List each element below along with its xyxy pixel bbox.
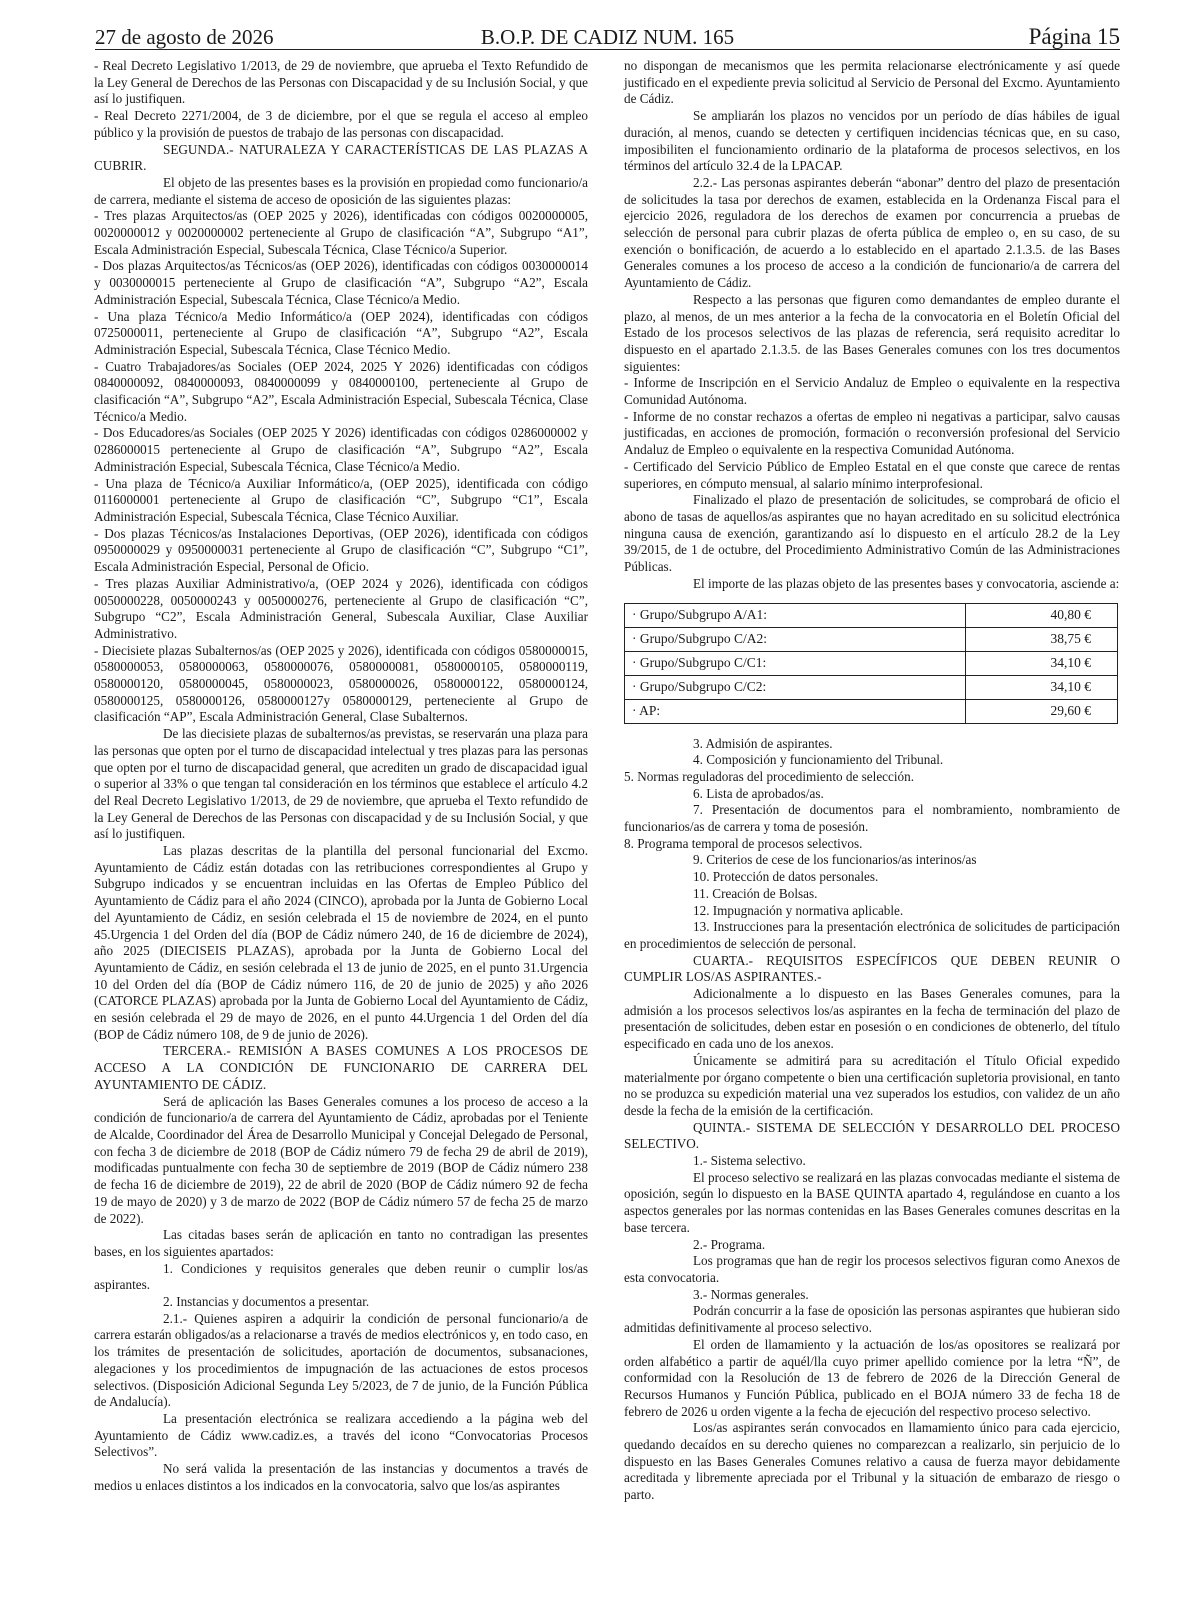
fee-group-cell: · Grupo/Subgrupo C/A2:: [625, 627, 966, 651]
list-item: - Tres plazas Auxiliar Administrativo/a, (OEP 2024 y 2026), identificada con códigos 0050000228, 0050000243 y 0050000276, perteneciente al Grupo de clasificación “C”, Subgrupo “C2”, Escala Administración General, Subescala Auxiliar, Clase Auxiliar Administrativo.: [94, 575, 588, 641]
list-item: 10. Protección de datos personales.: [693, 869, 879, 885]
paragraph: Se ampliarán los plazos no vencidos por un período de días hábiles de igual duración, al menos, cuando se detecten y certifiquen incidencias técnicas que, en su caso, imposibiliten el funcionamiento ordinario de la plataforma de procesos selectivos, en los términos del artículo 32.4 de la LPACAP.: [624, 108, 1120, 174]
fee-amount-cell: 34,10 €: [966, 675, 1118, 699]
paragraph: Los/as aspirantes serán convocados en llamamiento único para cada ejercicio, quedando decaídos en su derecho quienes no comparezcan a realizarlo, sin perjuicio de lo dispuesto en las Bases Generales Comunes relativo a causa de fuerza mayor debidamente acreditada y libremente apreciada por el Tribunal y la situación de embarazo de riesgo o parto.: [624, 1420, 1120, 1503]
page-number: Página 15: [1028, 24, 1120, 49]
list-item: 12. Impugnación y normativa aplicable.: [693, 902, 904, 918]
fee-amount-cell: 34,10 €: [966, 651, 1118, 675]
fee-amount-cell: 29,60 €: [966, 699, 1118, 723]
fee-amount-cell: 40,80 €: [966, 603, 1118, 627]
paragraph: El objeto de las presentes bases es la provisión en propiedad como funcionario/a de carrera, mediante el sistema de acceso de oposición de las siguientes plazas:: [94, 174, 588, 207]
table-row: [625, 675, 1118, 699]
fee-amount-cell: 38,75 €: [966, 627, 1118, 651]
paragraph: De las diecisiete plazas de subalternos/as previstas, se reservarán una plaza para las personas que opten por el turno de discapacidad intelectual y tres plazas para las personas que opten por el turno de discapacidad general, que acrediten un grado de discapacidad igual o superior al 33% o que tengan tal consideración en los términos que establece el artículo 4.2 del Real Decreto Legislativo 1/2013, de 29 de noviembre, que aprueba el Texto refundido de la Ley General de Derechos de las Personas con discapacidad y de su Inclusión Social, y que así lo justifiquen.: [94, 726, 588, 842]
paragraph: No será valida la presentación de las instancias y documentos a través de medios u enlaces distintos a los indicados en la convocatoria, salvo que los/as aspirantes: [94, 1461, 588, 1493]
list-item: 5. Normas reguladoras del procedimiento de selección.: [624, 768, 915, 784]
subsection-heading: 2.- Programa.: [693, 1236, 766, 1252]
left-column: [94, 58, 588, 1494]
bulletin-title: B.O.P. DE CADIZ NUM. 165: [480, 25, 735, 49]
subsection-heading: 1.- Sistema selectivo.: [693, 1153, 806, 1169]
paragraph: El orden de llamamiento y la actuación de los/as opositores se realizará por orden alfabético a partir de aquél/lla cuyo primer apellido comience por la letra “Ñ”, de conformidad con la Resolución de 13 de febrero de 2026 de la Dirección General de Recursos Humanos y Función Pública, publicado en el BOJA número 33 de fecha 18 de febrero de 2026 u orden vigente a la fecha de ejecución del respectivo proceso selectivo.: [624, 1336, 1120, 1419]
paragraph: El proceso selectivo se realizará en las plazas convocadas mediante el sistema de oposición, según lo dispuesto en la BASE QUINTA apartado 4, regulándose en cuanto a los aspectos generales por las normas contenidas en las Bases Generales comunes descritas en la base tercera.: [624, 1169, 1120, 1235]
list-item: - Cuatro Trabajadores/as Sociales (OEP 2024, 2025 Y 2026) identificadas con códigos 0840000092, 0840000093, 0840000099 y 0840000100, perteneciente al Grupo de clasificación “A”, Subgrupo “A2”, Escala Administración Especial, Subescala Técnica, Clase Técnico/a Medio.: [94, 358, 588, 424]
paragraph: Podrán concurrir a la fase de oposición las personas aspirantes que hubieran sido admitidas definitivamente al proceso selectivo.: [624, 1303, 1120, 1336]
fee-group-cell: · AP:: [625, 699, 966, 723]
list-item: - Diecisiete plazas Subalternos/as (OEP 2025 y 2026), identificada con códigos 0580000015, 0580000053, 0580000063, 0580000076, 0580000081, 0580000105, 0580000119, 0580000120, 0580000045, 0580000023, 0580000026, 0580000122, 0580000124, 0580000125, 0580000126, 0580000127y 0580000129, perteneciente al Grupo de clasificación “AP”, Escala Administración General, Clase Subalternos.: [94, 642, 588, 725]
list-item: 2. Instancias y documentos a presentar.: [163, 1294, 370, 1310]
fee-table: [624, 603, 1118, 724]
section-heading-segunda: SEGUNDA.- NATURALEZA Y CARACTERÍSTICAS DE LAS PLAZAS A CUBRIR.: [94, 141, 588, 174]
list-item: - Tres plazas Arquitectos/as (OEP 2025 y 2026), identificadas con códigos 0020000005, 0020000012 y 0020000002 perteneciente al Grupo de clasificación “A”, Subgrupo “A1”, Escala Administración Especial, Subescala Técnica, Clase Técnico/a Superior.: [94, 208, 588, 257]
list-item: - Dos plazas Arquitectos/as Técnicos/as (OEP 2026), identificadas con códigos 0030000014 y 0030000015 perteneciente al Grupo de clasificación “A”, Subgrupo “A2”, Escala Administración Especial, Subescala Técnica, Clase Técnico/a Medio.: [94, 258, 588, 307]
paragraph: 2.2.- Las personas aspirantes deberán “abonar” dentro del plazo de presentación de solicitudes la tasa por derechos de examen, establecida en la Ordenanza Fiscal para el ejercicio 2026, reguladora de los derechos de examen por concurrencia a pruebas de selección de personal para cubrir plazas de oferta pública de empleo o, en su caso, de su exención o bonificación, de acuerdo a lo establecido en el apartado 2.1.3.5. de las Bases Generales comunes a los proceso de acceso a la condición de funcionario/a de carrera del Ayuntamiento de Cádiz.: [624, 174, 1120, 291]
paragraph: Finalizado el plazo de presentación de solicitudes, se comprobará de oficio el abono de tasas de aquellos/as aspirantes que no hayan acreditado en su solicitud electrónica ninguna causa de exención, garantizando así lo dispuesto en el artículo 28.2 de la Ley 39/2015, de 1 de octubre, del Procedimiento Administrativo Común de las Administraciones Públicas.: [624, 492, 1120, 575]
fee-group-cell: · Grupo/Subgrupo C/C1:: [625, 651, 966, 675]
paragraph: - Real Decreto Legislativo 1/2013, de 29 de noviembre, que aprueba el Texto Refundido de la Ley General de Derechos de las Personas con Discapacidad y de su Inclusión Social, y que así lo justifiquen.: [94, 58, 588, 107]
right-column: [624, 58, 1120, 1504]
list-item: 9. Criterios de cese de los funcionarios/as interinos/as: [693, 852, 977, 868]
paragraph: Adicionalmente a lo dispuesto en las Bases Generales comunes, para la admisión a los procesos selectivos los/as aspirantes en la fecha de terminación del plazo de presentación de solicitudes, deben estar en posesión o en condiciones de obtenerlo, del título especificado en cada uno de los anexos.: [624, 986, 1120, 1052]
list-item: 7. Presentación de documentos para el nombramiento, nombramiento de funcionarios/as de carrera y toma de posesión.: [624, 802, 1120, 835]
section-heading-quinta: QUINTA.- SISTEMA DE SELECCIÓN Y DESARROLLO DEL PROCESO SELECTIVO.: [624, 1119, 1120, 1152]
list-item: 13. Instrucciones para la presentación electrónica de solicitudes de participación en procedimientos de selección de personal.: [624, 919, 1120, 951]
subsection-heading: 3.- Normas generales.: [693, 1286, 809, 1302]
list-item: - Una plaza Técnico/a Medio Informático/a (OEP 2024), identificadas con códigos 0725000011, perteneciente al Grupo de clasificación “A”, Subgrupo “A2”, Escala Administración Especial, Subescala Técnica, Clase Técnico Medio.: [94, 308, 588, 357]
paragraph: La presentación electrónica se realizara accediendo a la página web del Ayuntamiento de Cádiz www.cadiz.es, a través del icono “Convocatorias Procesos Selectivos”.: [94, 1410, 588, 1460]
paragraph: - Real Decreto 2271/2004, de 3 de diciembre, por el que se regula el acceso al empleo público y la provisión de puestos de trabajo de las personas con discapacidad.: [94, 108, 588, 140]
publication-date: 27 de agosto de 2026: [95, 25, 274, 49]
paragraph: Únicamente se admitirá para su acreditación el Título Oficial expedido materialmente por órgano competente o bien una certificación supletoria provisional, en tanto no se produzca su expedición material una vez superados los estudios, con validez de un año desde la fecha de la emisión de la certificación.: [624, 1052, 1120, 1118]
paragraph: Los programas que han de regir los procesos selectivos figuran como Anexos de esta convocatoria.: [624, 1253, 1120, 1285]
fee-group-cell: · Grupo/Subgrupo A/A1:: [625, 603, 966, 627]
list-item: - Certificado del Servicio Público de Empleo Estatal en el que conste que carece de rentas superiores, en cómputo mensual, al salario mínimo interprofesional.: [624, 458, 1120, 491]
list-item: - Una plaza de Técnico/a Auxiliar Informático/a, (OEP 2025), identificada con código 0116000001 perteneciente al Grupo de clasificación “C”, Subgrupo “C1”, Escala Administración Especial, Subescala Técnica, Clase Técnico Auxiliar.: [94, 475, 588, 524]
list-item: 4. Composición y funcionamiento del Tribunal.: [693, 752, 944, 768]
paragraph: Las citadas bases serán de aplicación en tanto no contradigan las presentes bases, en los siguientes apartados:: [94, 1227, 588, 1259]
list-item: 1. Condiciones y requisitos generales que deben reunir o cumplir los/as aspirantes.: [94, 1260, 588, 1293]
paragraph: Las plazas descritas de la plantilla del personal funcionarial del Excmo. Ayuntamiento de Cádiz están dotadas con las retribuciones correspondientes al Grupo y Subgrupo indicados y se encuentran incluidas en las Ofertas de Empleo Público del Ayuntamiento de Cádiz para el año 2024 (CINCO), aprobada por la Junta de Gobierno Local del Ayuntamiento de Cádiz, en sesión celebrada el 15 de noviembre de 2024, en el punto 45.Urgencia 1 del Orden del día (BOP de Cádiz número 240, de 16 de diciembre de 2024), año 2025 (DIECISEIS PLAZAS), aprobada por la Junta de Gobierno Local del Ayuntamiento de Cádiz, en sesión celebrada el 13 de junio de 2025, en el punto 31.Urgencia 10 del Orden del día (BOP de Cádiz número 116, de 20 de junio de 2025) y año 2026 (CATORCE PLAZAS) aprobada por la Junta de Gobierno Local del Ayuntamiento de Cádiz, en sesión celebrada el 29 de mayo de 2026, en el punto 44.Urgencia 1 del Orden del día (BOP de Cádiz número 108, de 9 de junio de 2026).: [94, 843, 588, 1042]
paragraph: no dispongan de mecanismos que les permita relacionarse electrónicamente y así quede justificado en el expediente previa solicitud al Servicio de Personal del Excmo. Ayuntamiento de Cádiz.: [624, 58, 1120, 107]
table-row: [625, 651, 1118, 675]
page-header: [95, 18, 1120, 58]
table-row: [625, 627, 1118, 651]
list-item: 3. Admisión de aspirantes.: [693, 735, 833, 751]
list-item: 8. Programa temporal de procesos selectivos.: [624, 835, 863, 851]
table-row: [625, 699, 1118, 723]
paragraph: El importe de las plazas objeto de las presentes bases y convocatoria, asciende a:: [693, 575, 1120, 591]
list-item: - Dos plazas Técnicos/as Instalaciones Deportivas, (OEP 2026), identificada con códigos 0950000029 y 0950000031 perteneciente al Grupo de clasificación “C”, Subgrupo “C1”, Escala Administración Especial, Personal de Oficio.: [94, 525, 588, 575]
list-item: - Dos Educadores/as Sociales (OEP 2025 Y 2026) identificadas con códigos 0286000002 y 0286000015 perteneciente al Grupo de clasificación “A”, Subgrupo “A2”, Escala Administración Especial, Subescala Técnica, Clase Técnico/a Medio.: [94, 425, 588, 474]
paragraph: 2.1.- Quienes aspiren a adquirir la condición de personal funcionario/a de carrera estarán obligados/as a relacionarse a través de medios electrónicos y, en todo caso, en los trámites de presentación de solicitudes, aportación de documentos, subsanaciones, alegaciones y los procedimientos de impugnación de las actuaciones de estos procesos selectivos. (Disposición Adicional Segunda Ley 5/2023, de 7 de junio, de la Función Pública de Andalucía).: [94, 1310, 588, 1410]
fee-group-cell: · Grupo/Subgrupo C/C2:: [625, 675, 966, 699]
list-item: - Informe de no constar rechazos a ofertas de empleo ni negativas a participar, salvo causas justificadas, en acciones de promoción, formación o reconversión profesional del Servicio Andaluz de Empleo o equivalente en la respectiva Comunidad Autónoma.: [624, 408, 1120, 458]
list-item: 6. Lista de aprobados/as.: [693, 785, 824, 801]
table-row: [625, 603, 1118, 627]
paragraph: Respecto a las personas que figuren como demandantes de empleo durante el plazo, al menos, de un mes anterior a la fecha de la convocatoria en el Boletín Oficial del Estado de los procesos selectivos de las plazas de referencia, será requisito acreditar lo dispuesto en el apartado 2.1.3.5. de las Bases Generales comunes con los tres documentos siguientes:: [624, 291, 1120, 374]
list-item: 11. Creación de Bolsas.: [693, 885, 818, 901]
list-item: - Informe de Inscripción en el Servicio Andaluz de Empleo o equivalente en la respectiva Comunidad Autónoma.: [624, 375, 1120, 408]
section-heading-tercera: TERCERA.- REMISIÓN A BASES COMUNES A LOS PROCESOS DE ACCESO A LA CONDICIÓN DE FUNCIONARIO DE CARRERA DEL AYUNTAMIENTO DE CÁDIZ.: [94, 1043, 588, 1092]
paragraph: Será de aplicación las Bases Generales comunes a los proceso de acceso a la condición de funcionario/a de carrera del Ayuntamiento de Cádiz, aprobadas por el Teniente de Alcalde, Coordinador del Área de Desarrollo Municipal y Concejal Delegado de Personal, con fecha 3 de diciembre de 2018 (BOP de Cádiz número 79 de fecha 29 de abril de 2019), modificadas puntualmente con fecha 30 de septiembre de 2019 (BOP de Cádiz número 238 de fecha 16 de diciembre de 2019), 22 de abril de 2020 (BOP de Cádiz número 92 de fecha 19 de mayo de 2020) y 3 de marzo de 2022 (BOP de Cádiz número 57 de fecha 25 de marzo de 2022).: [94, 1093, 588, 1226]
header-rule: [95, 49, 1120, 50]
section-heading-cuarta: CUARTA.- REQUISITOS ESPECÍFICOS QUE DEBEN REUNIR O CUMPLIR LOS/AS ASPIRANTES.-: [624, 952, 1120, 985]
